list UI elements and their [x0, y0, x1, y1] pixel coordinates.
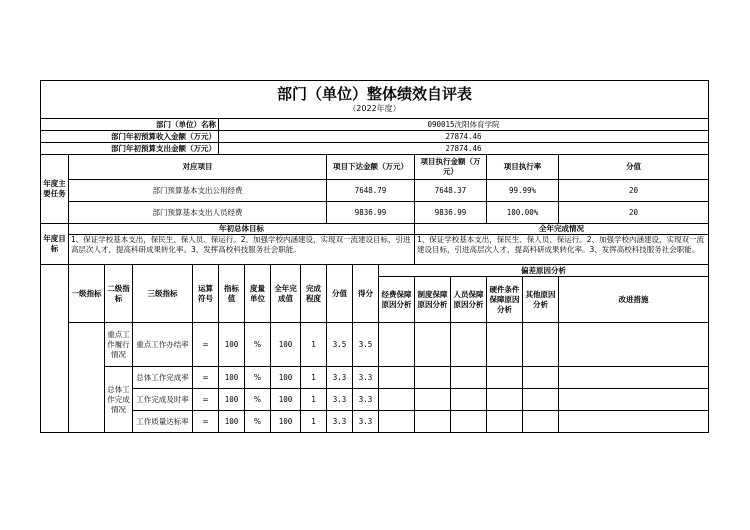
ind-dev-personnel	[451, 367, 487, 389]
ind-target: 100	[219, 411, 245, 433]
ind-dev-hardware	[487, 411, 523, 433]
page-subtitle: （2022年度）	[348, 104, 401, 113]
page-title: 部门（单位）整体绩效自评表	[276, 85, 472, 103]
ind-dev-funding	[379, 389, 415, 411]
ind-col-unit: 度量单位	[245, 265, 271, 323]
task-col-item: 对应项目	[69, 155, 327, 180]
ind-actual: 100	[271, 389, 301, 411]
ind-score: 3.5	[327, 323, 353, 367]
ind-unit: %	[245, 367, 271, 389]
task-col-budget: 项目下达金额（万元）	[327, 155, 415, 180]
task-rate: 99.99%	[487, 180, 559, 202]
header-row	[41, 119, 709, 131]
goal-header-row	[41, 224, 709, 235]
performance-evaluation-sheet	[40, 80, 708, 433]
ind-dev-personnel	[451, 323, 487, 367]
header-label: 部门年初预算收入金额（万元）	[41, 131, 219, 143]
ind-col-score: 分值	[327, 265, 353, 323]
ind-operator: =	[193, 411, 219, 433]
goal-initial-header: 年初总体目标	[69, 224, 415, 235]
ind-target: 100	[219, 323, 245, 367]
ind-points: 3.3	[353, 389, 379, 411]
ind-level1	[69, 323, 105, 433]
ind-dev-other	[523, 367, 559, 389]
task-rate: 100.00%	[487, 202, 559, 224]
task-item: 部门预算基本支出公用经费	[69, 180, 327, 202]
evaluation-table	[40, 80, 709, 433]
ind-col-dev-system: 制度保障原因分析	[415, 277, 451, 323]
ind-col-target: 指标值	[219, 265, 245, 323]
task-col-executed: 项目执行金额（万元）	[415, 155, 487, 180]
ind-dev-system	[415, 411, 451, 433]
ind-dev-other	[523, 323, 559, 367]
ind-score: 3.3	[327, 389, 353, 411]
ind-points: 3.3	[353, 411, 379, 433]
header-label: 部门（单位）名称	[41, 119, 219, 131]
indicator-row	[41, 411, 709, 433]
ind-unit: %	[245, 411, 271, 433]
ind-col-operator: 运算符号	[193, 265, 219, 323]
ind-dev-hardware	[487, 323, 523, 367]
ind-col-improve: 改进措施	[559, 277, 709, 323]
ind-score: 3.3	[327, 367, 353, 389]
task-item: 部门预算基本支出人员经费	[69, 202, 327, 224]
indicator-row	[41, 323, 709, 367]
ind-improve	[559, 389, 709, 411]
ind-dev-other	[523, 411, 559, 433]
ind-col-dev-personnel: 人员保障原因分析	[451, 277, 487, 323]
ind-dev-hardware	[487, 367, 523, 389]
ind-target: 100	[219, 367, 245, 389]
ind-actual: 100	[271, 323, 301, 367]
ind-dev-funding	[379, 367, 415, 389]
ind-level3: 总体工作完成率	[133, 367, 193, 389]
ind-dev-hardware	[487, 389, 523, 411]
header-label: 部门年初预算支出金额（万元）	[41, 143, 219, 155]
title-cell	[41, 81, 709, 119]
header-value: 27874.46	[219, 143, 709, 155]
ind-col-level3: 三级指标	[133, 265, 193, 323]
ind-dev-system	[415, 367, 451, 389]
ind-points: 3.3	[353, 367, 379, 389]
task-score: 20	[559, 202, 709, 224]
ind-completion: 1	[301, 389, 327, 411]
ind-col-actual: 全年完成值	[271, 265, 301, 323]
ind-improve	[559, 323, 709, 367]
ind-col-dev-funding: 经费保障原因分析	[379, 277, 415, 323]
task-col-rate: 项目执行率	[487, 155, 559, 180]
task-row	[41, 180, 709, 202]
ind-completion: 1	[301, 411, 327, 433]
task-executed: 9836.99	[415, 202, 487, 224]
ind-dev-personnel	[451, 411, 487, 433]
ind-dev-funding	[379, 323, 415, 367]
ind-level2: 重点工作履行情况	[105, 323, 133, 367]
task-side-label: 年度主要任务	[41, 155, 69, 224]
goal-final-text: 1、保证学校基本支出，保民生、保人员、保运行。2、加强学校内涵建设，实现双一流建设目标，引进高层次人才，提高科研成果转化率。3、发挥高校科技服务社会职能。	[415, 235, 709, 265]
ind-col-level1: 一级指标	[69, 265, 105, 323]
ind-col-completion: 完成程度	[301, 265, 327, 323]
indicator-row	[41, 389, 709, 411]
ind-points: 3.5	[353, 323, 379, 367]
header-value: 090015沈阳体育学院	[219, 119, 709, 131]
ind-col-level2: 二级指标	[105, 265, 133, 323]
task-header-row	[41, 155, 709, 180]
ind-unit: %	[245, 323, 271, 367]
task-score: 20	[559, 180, 709, 202]
ind-operator: =	[193, 367, 219, 389]
header-row	[41, 143, 709, 155]
task-row	[41, 202, 709, 224]
ind-col-dev-other: 其他原因分析	[523, 277, 559, 323]
header-value: 27874.46	[219, 131, 709, 143]
ind-dev-funding	[379, 411, 415, 433]
goal-side-label: 年度目标	[41, 224, 69, 265]
ind-col-deviation: 偏差原因分析	[379, 265, 709, 277]
ind-improve	[559, 411, 709, 433]
ind-level3: 重点工作办结率	[133, 323, 193, 367]
indicator-row	[41, 367, 709, 389]
goal-initial-text: 1、保证学校基本支出，保民生、保人员、保运行。2、加强学校内涵建设，实现双一流建设目标，引进高层次人才，提高科研成果转化率。3、发挥高校科技服务社会职能。	[69, 235, 415, 265]
ind-actual: 100	[271, 367, 301, 389]
ind-col-points: 得分	[353, 265, 379, 323]
ind-target: 100	[219, 389, 245, 411]
ind-unit: %	[245, 389, 271, 411]
ind-improve	[559, 367, 709, 389]
ind-completion: 1	[301, 323, 327, 367]
task-budget: 7648.79	[327, 180, 415, 202]
ind-operator: =	[193, 389, 219, 411]
goal-final-header: 全年完成情况	[415, 224, 709, 235]
ind-dev-other	[523, 389, 559, 411]
ind-dev-personnel	[451, 389, 487, 411]
ind-level2: 总体工作完成情况	[105, 367, 133, 433]
indicator-header-row	[41, 265, 709, 277]
ind-score: 3.3	[327, 411, 353, 433]
ind-operator: =	[193, 323, 219, 367]
task-budget: 9836.99	[327, 202, 415, 224]
ind-dev-system	[415, 323, 451, 367]
header-row	[41, 131, 709, 143]
ind-level3: 工作完成及时率	[133, 389, 193, 411]
ind-actual: 100	[271, 411, 301, 433]
goal-text-row	[41, 235, 709, 265]
ind-completion: 1	[301, 367, 327, 389]
ind-col-dev-hardware: 硬件条件保障原因分析	[487, 277, 523, 323]
indicator-side-blank	[41, 265, 69, 433]
task-col-score: 分值	[559, 155, 709, 180]
task-executed: 7648.37	[415, 180, 487, 202]
ind-dev-system	[415, 389, 451, 411]
ind-level3: 工作质量达标率	[133, 411, 193, 433]
